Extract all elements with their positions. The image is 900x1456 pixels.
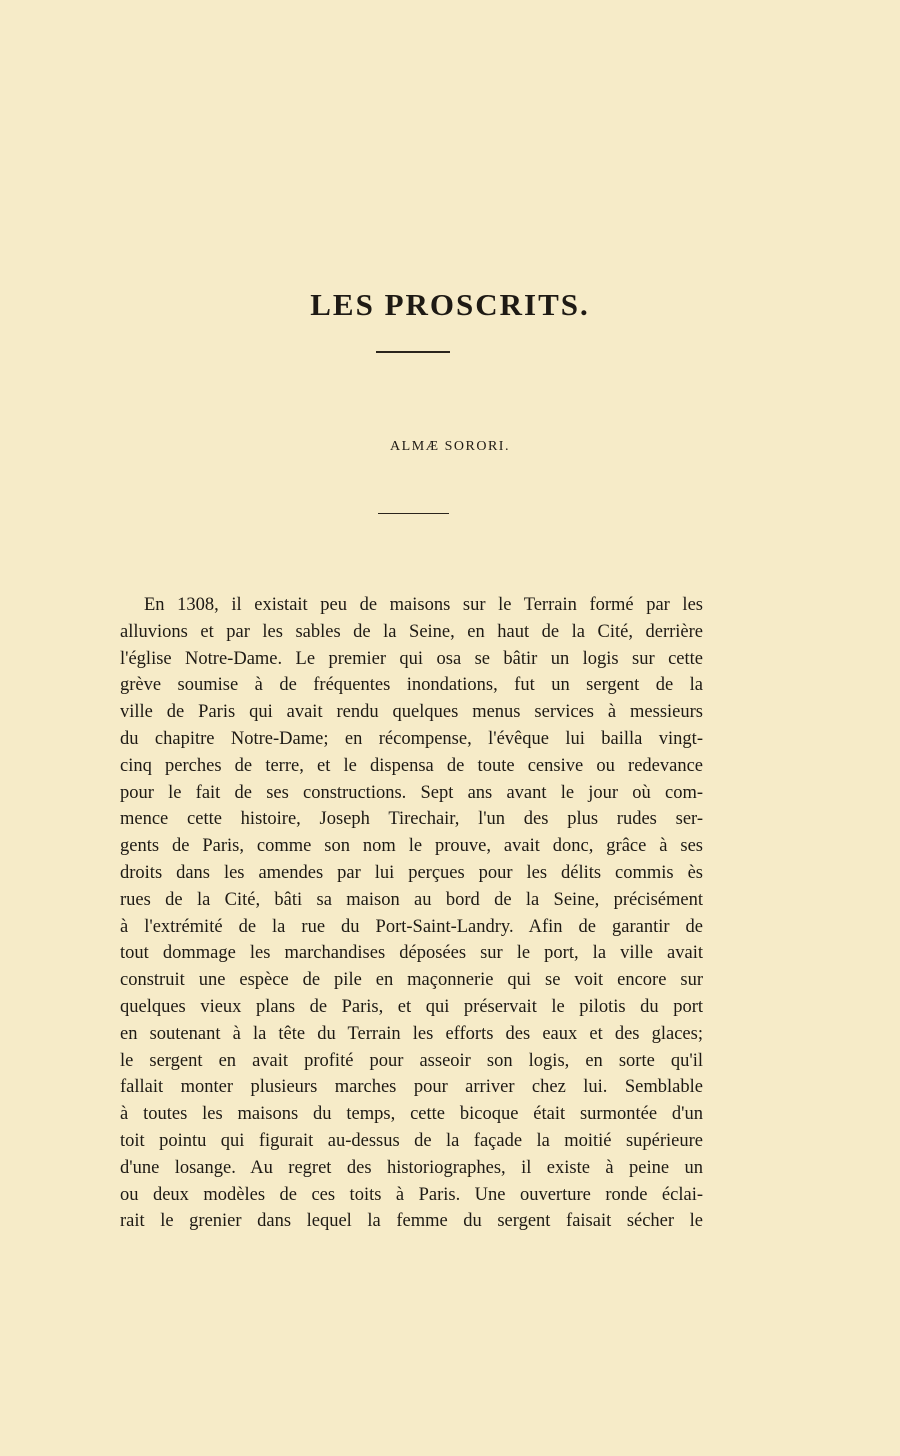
text-line: ville de Paris qui avait rendu quelques menus services à messieurs — [120, 702, 703, 723]
text-line: construit une espèce de pile en maçonnerie qui se voit encore sur — [120, 970, 703, 991]
text-line: En 1308, il existait peu de maisons sur le Terrain formé par les — [144, 595, 703, 615]
text-line: gents de Paris, comme son nom le prouve, avait donc, grâce à ses — [120, 836, 703, 857]
body-paragraph — [120, 592, 703, 1235]
text-line: d'une losange. Au regret des historiographes, il existe à peine un — [120, 1157, 703, 1178]
text-line: l'église Notre-Dame. Le premier qui osa se bâtir un logis sur cette — [120, 648, 703, 669]
text-line: alluvions et par les sables de la Seine, en haut de la Cité, derrière — [120, 621, 703, 642]
text-line: rait le grenier dans lequel la femme du sergent faisait sécher le — [120, 1211, 703, 1232]
text-line: le sergent en avait profité pour asseoir son logis, en sorte qu'il — [120, 1050, 703, 1071]
dedication-divider — [378, 513, 449, 514]
text-line: droits dans les amendes par lui perçues pour les délits commis ès — [120, 862, 703, 883]
text-line: tout dommage les marchandises déposées sur le port, la ville avait — [120, 943, 703, 964]
text-line: cinq perches de terre, et le dispensa de toute censive ou redevance — [120, 755, 703, 776]
text-line: ou deux modèles de ces toits à Paris. Une ouverture ronde éclai- — [120, 1184, 703, 1205]
text-line: à l'extrémité de la rue du Port-Saint-Landry. Afin de garantir de — [120, 916, 703, 937]
dedication: ALMÆ SORORI. — [390, 439, 510, 454]
title-divider — [376, 351, 450, 353]
text-line: grève soumise à de fréquentes inondations, fut un sergent de la — [120, 675, 703, 696]
text-line: quelques vieux plans de Paris, et qui préservait le pilotis du port — [120, 996, 703, 1017]
text-line: pour le fait de ses constructions. Sept ans avant le jour où com- — [120, 782, 703, 803]
text-line: du chapitre Notre-Dame; en récompense, l'évêque lui bailla vingt- — [120, 728, 703, 749]
text-line: mence cette histoire, Joseph Tirechair, l'un des plus rudes ser- — [120, 809, 703, 830]
text-line: à toutes les maisons du temps, cette bicoque était surmontée d'un — [120, 1104, 703, 1125]
text-line: en soutenant à la tête du Terrain les efforts des eaux et des glaces; — [120, 1023, 703, 1044]
text-line: toit pointu qui figurait au-dessus de la façade la moitié supérieure — [120, 1130, 703, 1151]
chapter-title: LES PROSCRITS. — [310, 286, 590, 322]
text-line: rues de la Cité, bâti sa maison au bord de la Seine, précisément — [120, 889, 703, 910]
text-line: fallait monter plusieurs marches pour arriver chez lui. Semblable — [120, 1077, 703, 1098]
